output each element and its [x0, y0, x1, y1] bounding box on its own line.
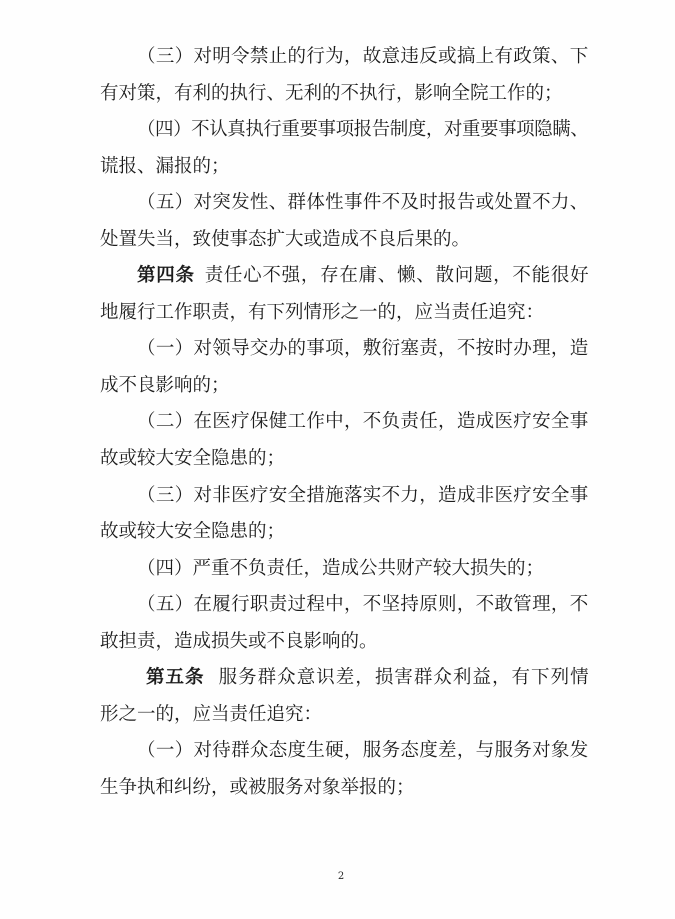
clause-3-line-1: （三）对明令禁止的行为，故意违反或搞上有政策、下: [137, 46, 588, 67]
article-4-item-1-line-1: （一）对领导交办的事项，敷衍塞责，不按时办理，造: [137, 338, 588, 360]
article-4-item-5-line-1: （五）在履行职责过程中，不坚持原则，不敢管理，不: [137, 594, 588, 616]
article-5-line-2: 形之一的，应当责任追究：: [100, 703, 323, 725]
article-4-item-4-line-1: （四）严重不负责任，造成公共财产较大损失的；: [137, 557, 545, 579]
article-4-line-2: 地履行工作职责，有下列情形之一的，应当责任追究：: [100, 301, 545, 323]
article-4-item-3-line-1: （三）对非医疗安全措施落实不力，造成非医疗安全事: [137, 484, 588, 506]
article-5-text: 服务群众意识差，损害群众利益，有下列情: [218, 667, 588, 689]
article-5-item-1-line-2: 生争执和纠纷，或被服务对象举报的；: [100, 776, 415, 798]
clause-5-line-1: （五）对突发性、群体性事件不及时报告或处置不力、: [137, 192, 588, 214]
article-4-line-1: [100, 258, 588, 295]
article-4-item-1-line-2: 成不良影响的；: [100, 374, 230, 396]
article-5-line-1: [100, 660, 588, 697]
clause-5-line-2: 处置失当，致使事态扩大或造成不良后果的。: [100, 228, 471, 250]
article-5-heading: 第五条: [146, 667, 205, 689]
article-4-item-3-line-2: 故或较大安全隐患的；: [100, 521, 286, 543]
article-4-item-5-line-2: 敢担责，造成损失或不良影响的。: [100, 630, 378, 652]
document-body: [100, 39, 588, 806]
page-number: 2: [337, 871, 345, 882]
article-5-item-1-line-1: （一）对待群众态度生硬，服务态度差，与服务对象发: [137, 740, 588, 762]
article-4-text: 责任心不强，存在庸、懒、散问题，不能很好: [204, 265, 588, 287]
clause-4-line-2: 谎报、漏报的；: [100, 155, 230, 177]
clause-4-line-1: （四）不认真执行重要事项报告制度，对重要事项隐瞒、: [137, 119, 588, 141]
article-4-heading: 第四条: [137, 265, 195, 287]
article-4-item-2-line-1: （二）在医疗保健工作中，不负责任，造成医疗安全事: [137, 411, 588, 433]
clause-3-line-2: 有对策，有利的执行、无利的不执行，影响全院工作的；: [100, 82, 563, 104]
article-4-item-2-line-2: 故或较大安全隐患的；: [100, 448, 286, 470]
